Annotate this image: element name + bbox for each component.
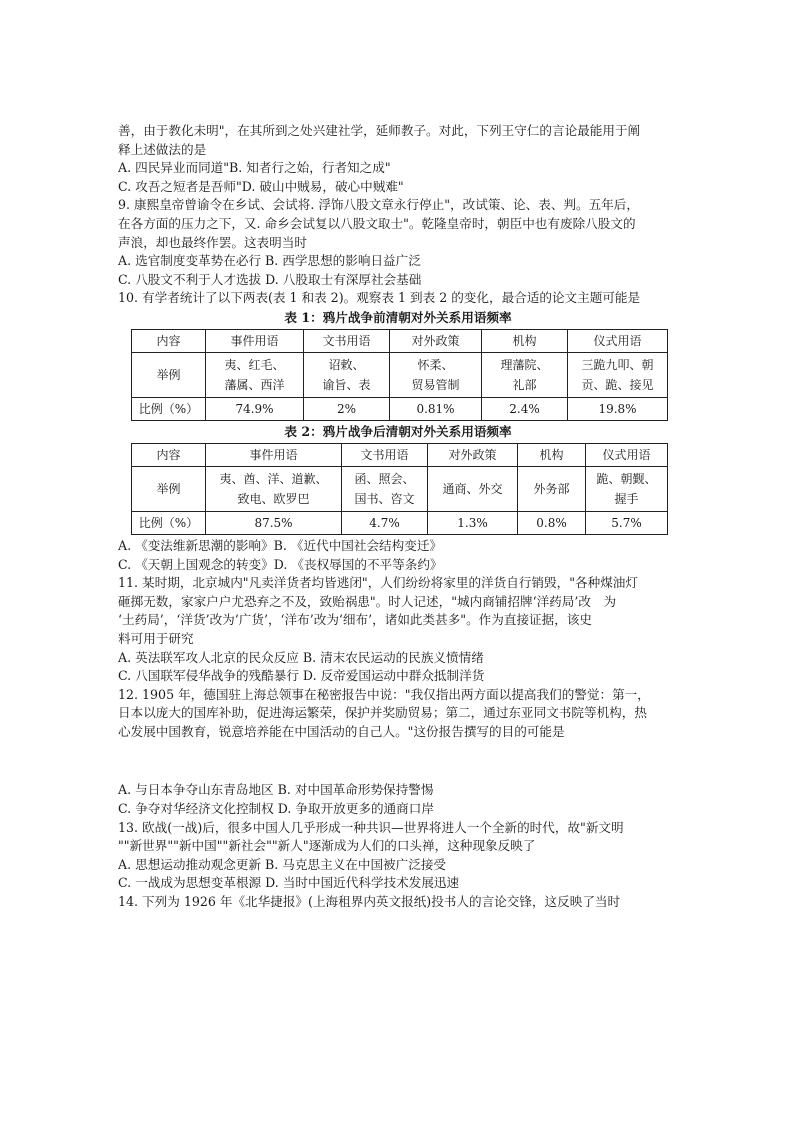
table-cell (568, 352, 668, 397)
table-cell (304, 352, 390, 397)
text-line: C. 攻吾之短者是吾师"D. 破山中贼易，破心中贼难" (118, 178, 404, 194)
table-row (132, 511, 668, 534)
text-line: C. 八股文不利于人才选拔 D. 八股取士有深厚社会基础 (118, 271, 422, 287)
cell-text: 贡、跪、接见 (581, 377, 654, 392)
table-row (132, 352, 668, 397)
table-cell (206, 466, 342, 511)
text-line: C. 争夺对华经济文化控制权 D. 争取开放更多的通商口岸 (118, 801, 434, 817)
cell-text: 礼部 (512, 377, 537, 392)
table-row (132, 397, 668, 420)
cell-text: 三跪九叩、朝 (581, 357, 654, 372)
text-line: A. 四民异业而同道"B. 知者行之始，行者知之成" (118, 160, 391, 176)
text-line: A. 选官制度变革势在必行 B. 西学思想的影响日益广泛 (118, 253, 421, 269)
table-header-cell: 机构 (518, 443, 586, 466)
table-row-label: 举例 (132, 352, 206, 397)
table-row-label: 比例（%） (132, 397, 206, 420)
text-block-bottom (118, 781, 678, 911)
blank-space (118, 741, 678, 781)
text-line: A. 思想运动推动观念更新 B. 马克思主义在中国被广泛接受 (118, 856, 447, 872)
table-cell: 0.81% (390, 397, 482, 420)
text-line: 在各方面的压力之下，又. 命乡会试复以八股文取士"。乾隆皇帝时，朝臣中也有废除八股文的 (118, 215, 636, 231)
cell-text: 藩属、西洋 (224, 377, 285, 392)
cell-text: 跪、朝觐、 (596, 471, 657, 486)
table2 (131, 443, 668, 535)
text-line: A. 《变法维新思潮的影响》B. 《近代中国社会结构变迁》 (118, 537, 443, 553)
table-header-cell: 对外政策 (428, 443, 518, 466)
table-row-label: 举例 (132, 466, 206, 511)
table-cell: 74.9% (206, 397, 304, 420)
text-line: 砸掷无数，家家户户尤恐弃之不及，致贻祸患"。时人记述，"城内商铺招牌‘洋药局’改 为 (118, 593, 617, 609)
text-line: 善，由于教化未明"，在其所到之处兴建社学，延师教子。对此，下列王守仁的言论最能用于阐 (118, 123, 641, 138)
table-cell (586, 466, 668, 511)
text-line: 声浪，却也最终作罢。这表明当时 (118, 234, 307, 250)
text-line: ‘土药局’，‘洋货’改为‘广货’，‘洋布’改为‘细布’，诸如此类甚多"。作为直接证据，该史 (118, 612, 593, 628)
cell-text: 贸易管制 (411, 377, 460, 392)
cell-text: 夷、红毛、 (224, 357, 285, 372)
text-line: 心发展中国教育，锐意培养能在中国活动的自己人。"这份报告撰写的目的可能是 (118, 723, 565, 739)
text-line: 13. 欧战(一战)后，很多中国人几乎形成一种共识—世界将进人一个全新的时代，故"新文明 (118, 819, 624, 835)
table-cell (518, 466, 586, 511)
cell-text: 致电、欧罗巴 (237, 491, 310, 506)
table-cell (428, 466, 518, 511)
table-header-row (132, 329, 668, 352)
table-header-cell: 机构 (482, 329, 568, 352)
table1 (131, 329, 668, 421)
text-line: A. 英法联军攻人北京的民众反应 B. 清末农民运动的民族义愤情绪 (118, 649, 484, 665)
table-header-cell: 事件用语 (206, 443, 342, 466)
cell-text: 通商、外交 (442, 481, 503, 496)
text-line: 10. 有学者统计了以下两表(表 1 和表 2)。观察表 1 到表 2 的变化，最合适的论文主题可能是 (118, 290, 641, 306)
table-cell (390, 352, 482, 397)
table-cell: 2% (304, 397, 390, 420)
table-header-cell: 仪式用语 (568, 329, 668, 352)
text-line: 14. 下列为 1926 年《北华捷报》(上海租界内英文报纸)投书人的言论交锋，这反映了当时 (118, 894, 621, 910)
table-header-cell: 内容 (132, 329, 206, 352)
table-header-cell: 对外政策 (390, 329, 482, 352)
table-cell (342, 466, 428, 511)
table-cell: 0.8% (518, 511, 586, 534)
table-cell: 2.4% (482, 397, 568, 420)
text-block-middle (118, 537, 678, 742)
text-line: 12. 1905 年，德国驻上海总领事在秘密报告中说："我仅指出两方面以提高我们的警觉：第一， (118, 686, 650, 702)
cell-text: 外务部 (533, 481, 570, 496)
cell-text: 谕旨、表 (322, 377, 371, 392)
table-cell (206, 352, 304, 397)
table-cell: 5.7% (586, 511, 668, 534)
table-cell (482, 352, 568, 397)
table2-caption: 表 2：鸦片战争后清朝对外关系用语频率 (284, 423, 512, 439)
text-line: 11. 某时期，北京城内"凡卖洋货者均皆逃闭"，人们纷纷将家里的洋货自行销毁，"各种煤油灯 (118, 575, 638, 591)
table-header-cell: 仪式用语 (586, 443, 668, 466)
table-header-cell: 文书用语 (304, 329, 390, 352)
table-cell: 87.5% (206, 511, 342, 534)
table-row-label: 比例（%） (132, 511, 206, 534)
text-line: 释上述做法的是 (118, 141, 207, 157)
cell-text: 怀柔、 (417, 357, 454, 372)
text-line: C. 《天朝上国观念的转变》D. 《丧权辱国的不平等条约》 (118, 556, 443, 572)
text-line: 日本以庞大的国库补助，促进海运繁荣，保护并奖励贸易；第二，通过东亚同文书院等机构，热 (118, 705, 647, 721)
table-header-row (132, 443, 668, 466)
exam-page (118, 122, 678, 912)
table-cell: 19.8% (568, 397, 668, 420)
text-block-top (118, 122, 678, 308)
cell-text: 国书、咨文 (354, 491, 415, 506)
text-line: C. 一战成为思想变革根源 D. 当时中国近代科学技术发展迅速 (118, 875, 460, 891)
table-header-cell: 内容 (132, 443, 206, 466)
table-cell: 1.3% (428, 511, 518, 534)
cell-text: 握手 (614, 491, 639, 506)
cell-text: 诏敕、 (328, 357, 365, 372)
table-header-cell: 文书用语 (342, 443, 428, 466)
table-row (132, 466, 668, 511)
table-header-cell: 事件用语 (206, 329, 304, 352)
cell-text: 函、照会、 (354, 471, 415, 486)
text-line: 料可用于研究 (118, 630, 194, 646)
text-line: C. 八国联军侵华战争的残酷暴行 D. 反帝爱国运动中群众抵制洋货 (118, 668, 485, 684)
table-cell: 4.7% (342, 511, 428, 534)
cell-text: 理藩院、 (500, 357, 549, 372)
text-line: 9. 康熙皇帝曾谕令在乡试、会试将. 浮饰八股文章永行停止"，改试策、论、表、判。五年后， (118, 197, 639, 213)
table1-caption: 表 1：鸦片战争前清朝对外关系用语频率 (284, 309, 512, 325)
text-line: ""新世界""新中国""新社会""新人"逐渐成为人们的口头禅，这种现象反映了 (118, 838, 536, 854)
text-line: A. 与日本争夺山东青岛地区 B. 对中国革命形势保持警惕 (118, 782, 434, 798)
cell-text: 夷、酋、洋、道歉、 (219, 471, 328, 486)
